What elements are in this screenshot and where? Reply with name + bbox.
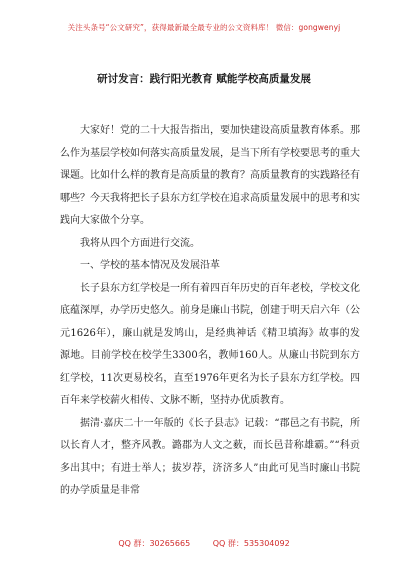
paragraph-history: 长子县东方红学校是一所有着四百年历史的百年老校，学校文化底蕴深厚，办学历史悠久。前身是廉山书院，创建于明天启六年（公元1626年），廉山就是发鸠山，是经典神话《精卫填海》故事的发源地。目前学校在校学生3300名，教师160人。从廉山书院到东方红学校，11次更易校名，直至1976年更名为长子县东方红学校。四百年来学校薪火相传、文脉不断，坚持办优质教育。 xyxy=(60,282,360,406)
qq-group-1: QQ 群：30265665 xyxy=(118,539,191,548)
qq-group-2: QQ 群：535304092 xyxy=(212,539,290,548)
paragraph-record: 据清·嘉庆二十一年版的《长子县志》记载：“郡邑之有书院，所以长育人才，整齐风教。潞郡为人文之薮，而长邑昔称雄霸。”“科贡多出其中；有进士举人；拔岁荐，济济多人”由此可见当时廉山书院的办学质量是非常 xyxy=(60,417,360,496)
paragraph-overview: 我将从四个方面进行交流。 xyxy=(80,237,200,249)
paragraph-intro: 大家好！党的二十大报告指出，要加快建设高质量教育体系。那么作为基层学校如何落实高质量发展，是当下所有学校要思考的重大课题。比如什么样的教育是高质量的教育？高质量教育的实践路径有哪些？今天我将把长子县东方红学校在追求高质量发展中的思考和实践向大家做个分享。 xyxy=(60,125,360,226)
section-heading: 一、学校的基本情况及发展沿革 xyxy=(80,260,220,271)
footer-contacts xyxy=(0,538,408,549)
document-title: 研讨发言：践行阳光教育 赋能学校高质量发展 xyxy=(97,73,311,85)
top-notice: 关注头条号“公文研究”，获得最新最全最专业的公文资料库！ 微信：gongwenyj xyxy=(67,23,341,32)
document-body xyxy=(60,120,360,503)
